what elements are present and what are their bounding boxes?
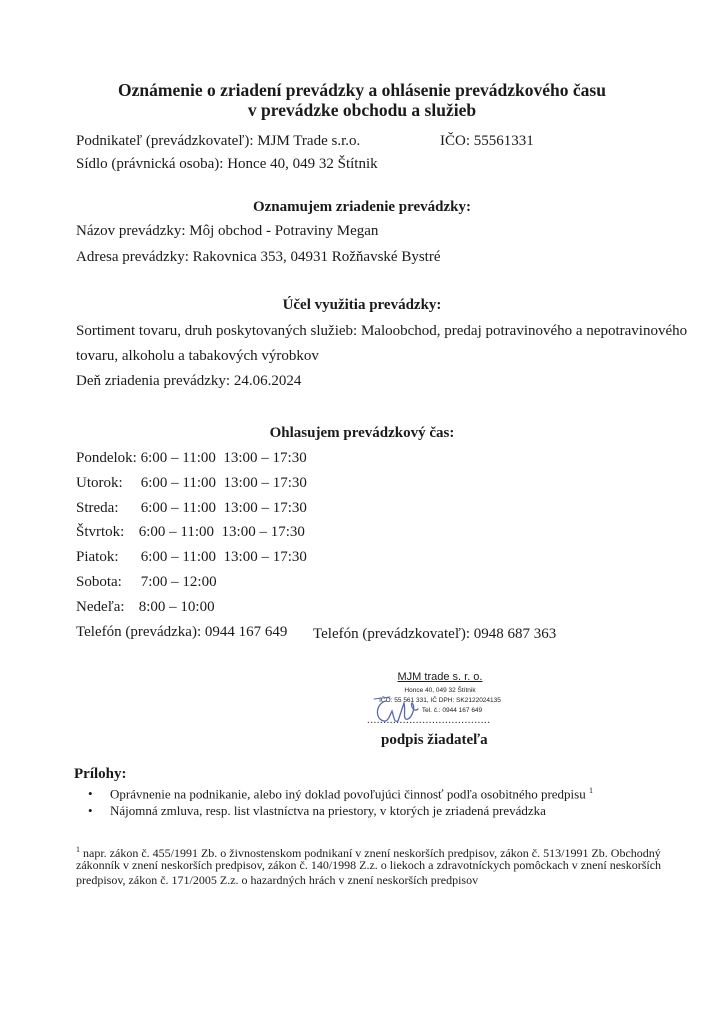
day-label: Štvrtok: xyxy=(76,524,125,540)
phone-shop: Telefón (prevádzka): 0944 167 649 xyxy=(76,624,288,640)
establishment-address: Adresa prevádzky: Rakovnica 353, 04931 Rožňavské Bystré xyxy=(76,249,441,265)
day-label: Nedeľa: xyxy=(76,599,125,615)
hours-row-sunday xyxy=(76,598,215,616)
document-title-line-2: v prevádzke obchodu a služieb xyxy=(247,100,477,120)
stamp-address: Honce 40, 049 32 Štítnik xyxy=(404,687,476,694)
entrepreneur-seat: Sídlo (právnická osoba): Honce 40, 049 32 Štítnik xyxy=(76,156,378,172)
establishment-date: Deň zriadenia prevádzky: 24.06.2024 xyxy=(76,373,302,389)
day-label: Utorok: xyxy=(76,475,123,491)
stamp-ids: IČO: 55 561 331, IČ DPH: SK2122024135 xyxy=(379,697,501,704)
day-times: 6:00 – 11:00 13:00 – 17:30 xyxy=(140,450,307,466)
stamp-phone: Tel. č.: 0944 167 649 xyxy=(421,707,483,714)
footnote-text: napr. zákon č. 455/1991 Zb. o živnostenskom podnikaní v znení neskorších predpisov, zákon č. 513/1991 Zb. Obchodný xyxy=(80,846,661,860)
establishment-heading: Oznamujem zriadenie prevádzky: xyxy=(252,199,472,215)
attachment-item xyxy=(88,803,546,819)
attachment-text: Oprávnenie na podnikanie, alebo iný doklad povoľujúci činnosť podľa osobitného predpisu xyxy=(110,786,586,802)
hours-row-thursday xyxy=(76,523,305,541)
entrepreneur-name: Podnikateľ (prevádzkovateľ): MJM Trade s.r.o. xyxy=(76,133,361,149)
attachment-item xyxy=(88,786,593,802)
hours-row-saturday xyxy=(76,573,217,591)
hours-heading: Ohlasujem prevádzkový čas: xyxy=(269,425,455,441)
hours-row-wednesday xyxy=(76,499,307,517)
day-label: Piatok: xyxy=(76,549,119,565)
footnote-ref: 1 xyxy=(588,786,593,795)
attachment-text: Nájomná zmluva, resp. list vlastníctva na priestory, v ktorých je zriadená prevádzka xyxy=(110,803,546,818)
bullet-icon: • xyxy=(88,803,93,818)
document-title-line-1: Oznámenie o zriadení prevádzky a ohlásenie prevádzkového času xyxy=(118,80,606,100)
purpose-line-2: tovaru, alkoholu a tabakových výrobkov xyxy=(76,348,319,364)
day-times: 6:00 – 11:00 13:00 – 17:30 xyxy=(140,549,307,565)
footnote-line-2: zákonník v znení neskorších predpisov, zákon č. 140/1998 Z.z. o liekoch a zdravotníckych pomôckach v znení neskorších xyxy=(76,858,662,872)
purpose-heading: Účel využitia prevádzky: xyxy=(282,297,442,313)
attachments-heading: Prílohy: xyxy=(74,766,127,782)
hours-row-monday xyxy=(76,449,307,467)
day-times: 6:00 – 11:00 13:00 – 17:30 xyxy=(140,475,307,491)
signature-label: podpis žiadateľa xyxy=(381,732,488,748)
day-times: 7:00 – 12:00 xyxy=(140,574,217,590)
hours-row-tuesday xyxy=(76,474,307,492)
signature-line: ...................................... xyxy=(367,714,491,726)
stamp-company: MJM trade s. r. o. xyxy=(397,671,483,683)
phone-operator: Telefón (prevádzkovateľ): 0948 687 363 xyxy=(313,626,557,642)
entrepreneur-ico: IČO: 55561331 xyxy=(440,133,534,149)
establishment-name: Názov prevádzky: Môj obchod - Potraviny Megan xyxy=(76,223,379,239)
day-times: 6:00 – 11:00 13:00 – 17:30 xyxy=(140,500,307,516)
hours-row-friday xyxy=(76,548,307,566)
day-label: Streda: xyxy=(76,500,119,516)
day-times: 8:00 – 10:00 xyxy=(138,599,215,615)
day-label: Pondelok: xyxy=(76,450,137,466)
bullet-icon: • xyxy=(88,786,93,802)
footnote-mark: 1 xyxy=(76,845,80,854)
footnote-line-3: predpisov, zákon č. 171/2005 Z.z. o hazardných hrách v znení neskorších predpisov xyxy=(76,873,479,887)
day-label: Sobota: xyxy=(76,574,122,590)
purpose-line-1: Sortiment tovaru, druh poskytovaných služieb: Maloobchod, predaj potravinového a nepotravinového xyxy=(76,323,688,339)
day-times: 6:00 – 11:00 13:00 – 17:30 xyxy=(138,524,305,540)
